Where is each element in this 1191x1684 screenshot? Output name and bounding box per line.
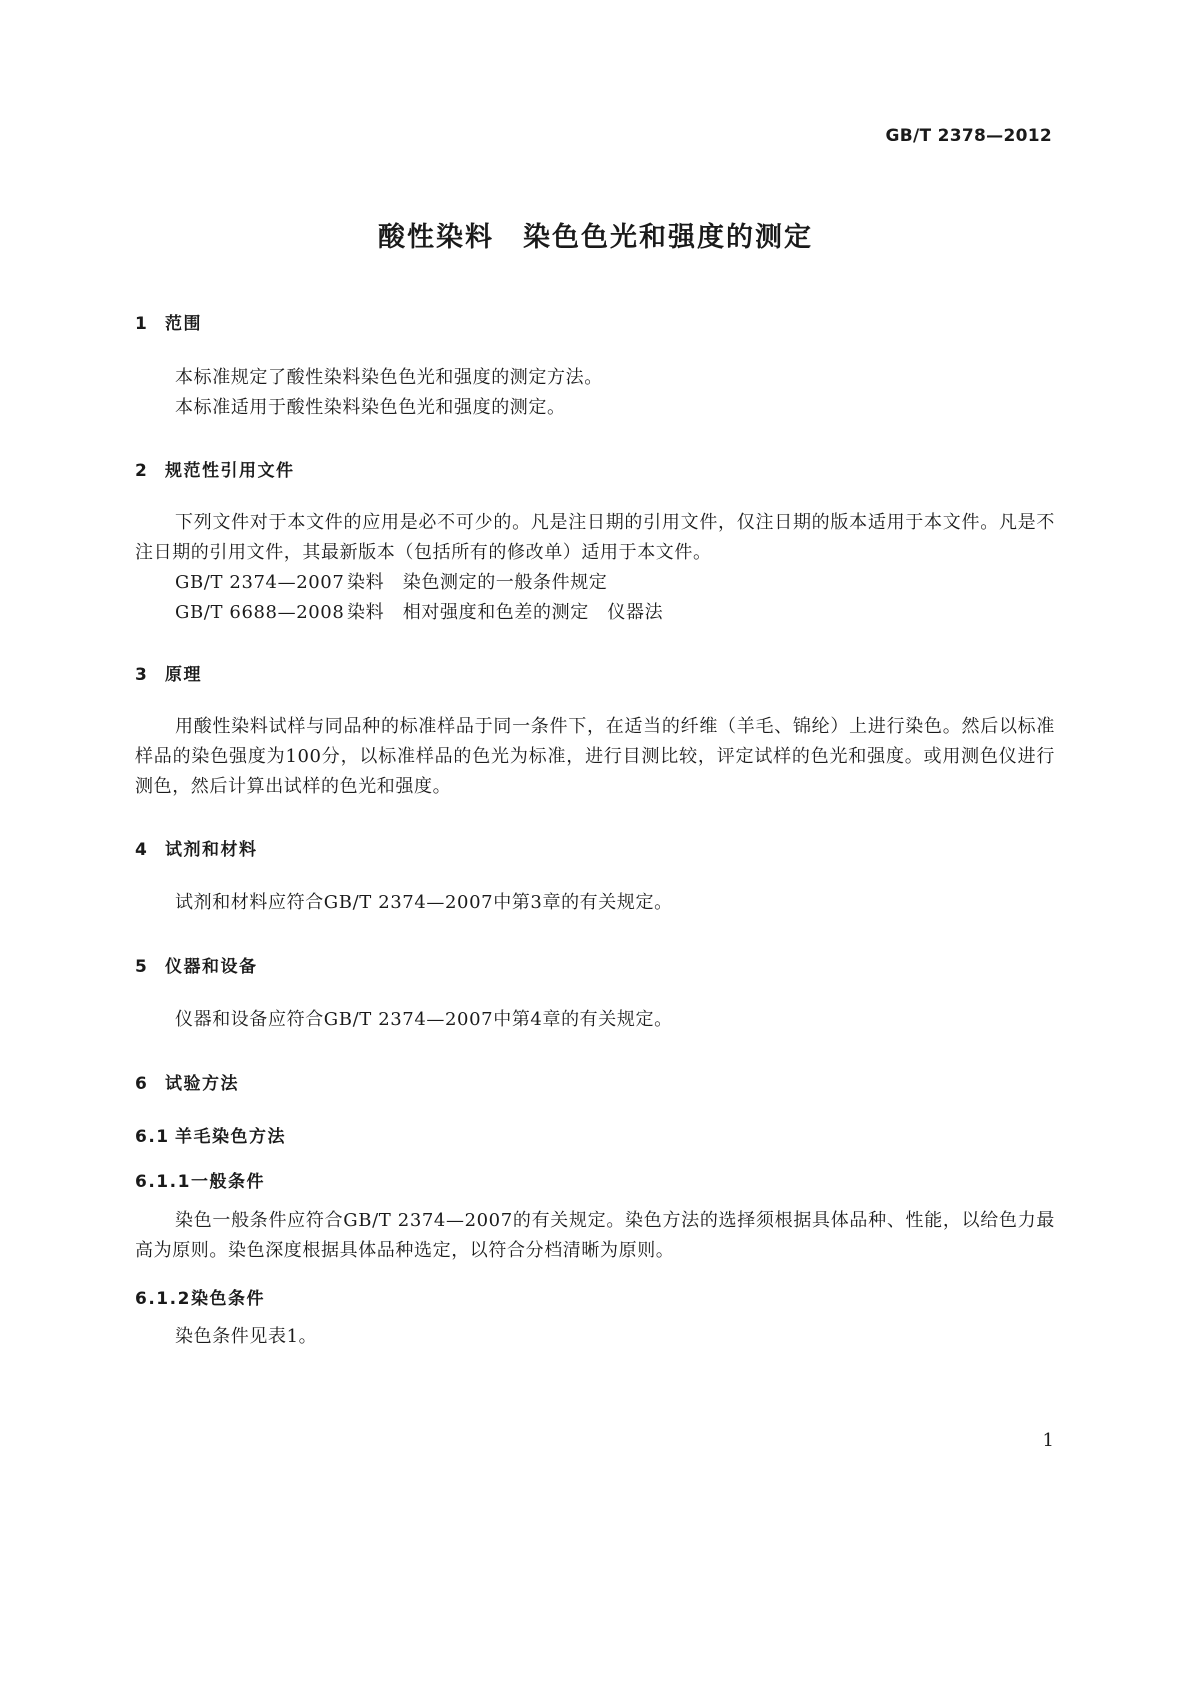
section-number: 2 — [135, 461, 149, 481]
section-3-body — [135, 712, 1055, 802]
paragraph: 试剂和材料应符合GB/T 2374—2007中第3章的有关规定。 — [175, 892, 673, 913]
paragraph: 本标准适用于酸性染料染色色光和强度的测定。 — [175, 397, 566, 418]
section-4-heading — [135, 835, 258, 860]
document-title: 酸性染料 染色色光和强度的测定 — [378, 222, 813, 253]
section-5-heading — [135, 952, 258, 977]
section-title: 染色条件 — [191, 1289, 265, 1309]
section-title: 仪器和设备 — [165, 957, 258, 977]
section-3-heading — [135, 660, 202, 685]
paragraph: 用酸性染料试样与同品种的标准样品于同一条件下，在适当的纤维（羊毛、锦纶）上进行染色。然后以标准样品的染色强度为100分，以标准样品的色光为标准，进行目测比较，评定试样的色光和强度。或用测色仪进行测色，然后计算出试样的色光和强度。 — [135, 716, 1055, 797]
paragraph: 染色条件见表1。 — [175, 1326, 318, 1347]
section-title: 范围 — [165, 314, 202, 334]
paragraph: 染色一般条件应符合GB/T 2374—2007的有关规定。染色方法的选择须根据具体品种、性能，以给色力最高为原则。染色深度根据具体品种选定，以符合分档清晰为原则。 — [135, 1210, 1055, 1261]
section-title: 原理 — [165, 665, 202, 685]
section-2-heading — [135, 456, 295, 481]
section-title: 试剂和材料 — [165, 840, 258, 860]
section-number: 1 — [135, 314, 149, 334]
reference-title: 染料 染色测定的一般条件规定 — [347, 572, 608, 593]
section-6-heading — [135, 1069, 239, 1094]
section-number: 6 — [135, 1074, 149, 1094]
reference-code: GB/T 2374—2007 — [175, 572, 345, 593]
section-6-1-1-heading — [135, 1167, 265, 1192]
section-1-heading — [135, 309, 202, 334]
section-number: 3 — [135, 665, 149, 685]
reference-title: 染料 相对强度和色差的测定 仪器法 — [347, 602, 664, 623]
standard-number: GB/T 2378—2012 — [885, 126, 1052, 146]
section-4-body — [135, 888, 1055, 918]
section-6-1-2-heading — [135, 1284, 265, 1309]
section-number: 4 — [135, 840, 149, 860]
reference-code: GB/T 6688—2008 — [175, 602, 345, 623]
section-number: 6.1.1 — [135, 1172, 191, 1192]
section-title: 羊毛染色方法 — [175, 1127, 286, 1147]
section-number: 6.1 — [135, 1127, 170, 1147]
section-number: 6.1.2 — [135, 1289, 191, 1309]
section-5-body — [135, 1005, 1055, 1035]
section-title: 试验方法 — [165, 1074, 239, 1094]
section-6-1-2-body — [135, 1322, 1055, 1352]
reference-item — [135, 598, 1055, 628]
reference-item — [135, 568, 1055, 598]
paragraph: 下列文件对于本文件的应用是必不可少的。凡是注日期的引用文件，仅注日期的版本适用于本文件。凡是不注日期的引用文件，其最新版本（包括所有的修改单）适用于本文件。 — [135, 512, 1055, 563]
paragraph: 仪器和设备应符合GB/T 2374—2007中第4章的有关规定。 — [175, 1009, 673, 1030]
section-2-body — [135, 508, 1055, 628]
section-title: 规范性引用文件 — [165, 461, 295, 481]
section-number: 5 — [135, 957, 149, 977]
section-6-1-heading — [135, 1122, 286, 1147]
page-number: 1 — [1042, 1430, 1054, 1451]
paragraph: 本标准规定了酸性染料染色色光和强度的测定方法。 — [175, 367, 603, 388]
section-title: 一般条件 — [191, 1172, 265, 1192]
section-6-1-1-body — [135, 1206, 1055, 1266]
section-1-body — [135, 363, 1055, 423]
